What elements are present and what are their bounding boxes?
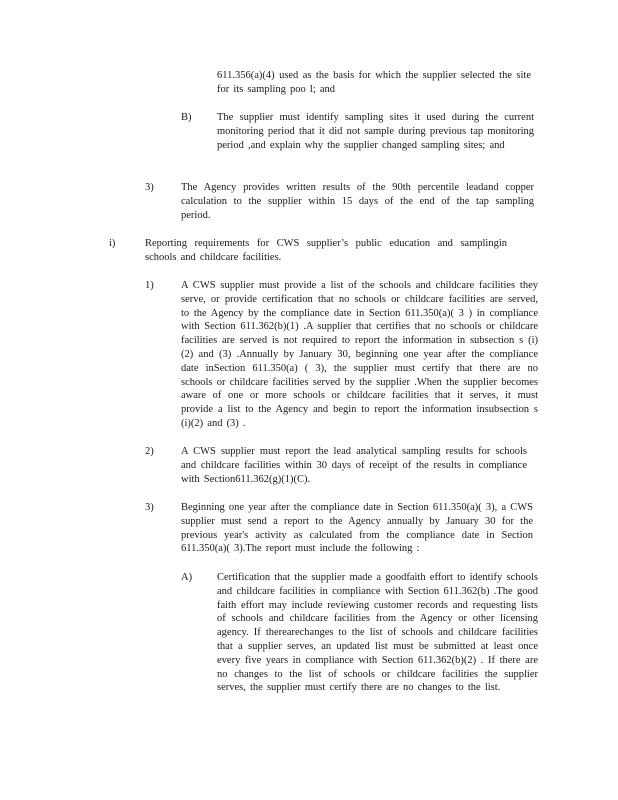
section-i-heading: Reporting requirements for CWS supplier’s public education and samplingin schools and childcare facilities. [145, 238, 507, 263]
marker-i: i) [109, 238, 116, 249]
paragraph-a: Certification that the supplier made a goodfaith effort to identify schools and childcare facilities in compliance with Section 611.362(b) .The good faith effort may include reviewing customer records and requesting lists of schools and childcare facilities from the Agency or other licensing agency. If therearechanges to the list of schools and childcare facilities that a supplier serves, an updated list must be submitted at least once every five years in compliance with Section 611.362(b)(2) . If there are no changes to the list of schools or childcare facilities the supplier serves, the supplier must certify there are no changes to the list. [217, 572, 538, 694]
marker-3-tap: 3) [145, 182, 154, 193]
marker-1: 1) [145, 280, 154, 291]
paragraph-continuation: 611.356(a)(4) used as the basis for which the supplier selected the site for its sampling poo l; and [217, 70, 531, 95]
marker-2: 2) [145, 446, 154, 457]
marker-a: A) [181, 572, 193, 583]
marker-b: B) [181, 112, 192, 123]
paragraph-3-tap: The Agency provides written results of the 90th percentile leadand copper calculation to the supplier within 15 days of the end of the tap sampling period. [181, 182, 534, 221]
paragraph-2: A CWS supplier must report the lead analytical sampling results for schools and childcare facilities within 30 days of receipt of the results in compliance with Section611.362(g)(1)(C). [181, 446, 527, 485]
marker-3-report: 3) [145, 502, 154, 513]
paragraph-3-report: Beginning one year after the compliance date in Section 611.350(a)( 3), a CWS supplier must send a report to the Agency annually by January 30 for the previous year's activity as calculated from the compliance date in Section 611.350(a)( 3).The report must include the following : [181, 502, 533, 555]
paragraph-1: A CWS supplier must provide a list of the schools and childcare facilities they serve, or provide certification that no schools or childcare facilities are served, to the Agency by the compliance date in Section 611.350(a)( 3 ) in compliance with Section 611.362(b)(1) .A supplier that certifies that no schools or childcare facilities are served is not required to report the information in subsection s (i)(2) and (3) .Annually by January 30, beginning one year after the compliance date inSection 611.350(a) ( 3), the supplier must certify that there are no schools or childcare facilities served by the supplier .When the supplier becomes aware of one or more schools or childcare facilities that it serves, it must provide a list to the Agency and begin to report the information insubsection s (i)(2) and (3) . [181, 280, 538, 429]
paragraph-b: The supplier must identify sampling sites it used during the current monitoring period that it did not sample during previous tap monitoring period ,and explain why the supplier changed sampling sites; and [217, 112, 534, 151]
